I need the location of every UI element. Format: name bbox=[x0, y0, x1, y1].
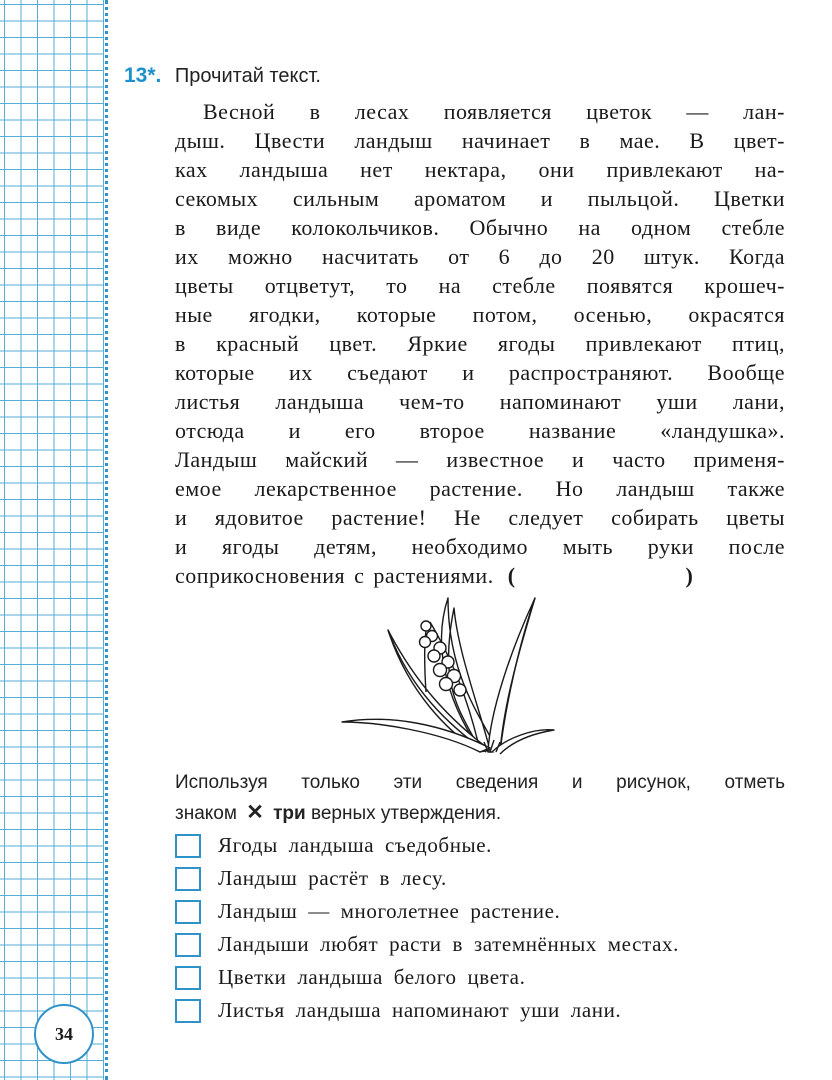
text-line: секомых сильным ароматом и пыльцой. Цветки bbox=[175, 186, 785, 211]
lily-of-the-valley-illustration bbox=[330, 592, 560, 762]
task-header bbox=[124, 62, 321, 88]
text-line: емое лекарственное растение. Но ландыш также bbox=[175, 476, 785, 501]
text-line: Ландыш майский — известное и часто применя- bbox=[175, 447, 785, 472]
text-line-last bbox=[175, 561, 785, 590]
option-label: Ягоды ландыша съедобные. bbox=[218, 833, 493, 857]
text-line: их можно насчитать от 6 до 20 штук. Когда bbox=[175, 244, 785, 269]
answer-options bbox=[175, 829, 795, 1027]
text-line: соприкосновения с растениями. bbox=[175, 563, 494, 588]
text-line: которые их съедают и распространяют. Вообще bbox=[175, 360, 785, 385]
question bbox=[175, 768, 785, 828]
option-checkbox[interactable] bbox=[175, 933, 201, 957]
option-label: Ландыш — многолетнее растение. bbox=[218, 899, 561, 923]
option-row bbox=[175, 961, 795, 994]
option-label: Ландыш растёт в лесу. bbox=[218, 866, 447, 890]
margin-divider bbox=[105, 0, 108, 1080]
grid-margin bbox=[0, 0, 104, 1080]
page-number: 34 bbox=[34, 1004, 94, 1064]
option-checkbox[interactable] bbox=[175, 867, 201, 891]
option-row bbox=[175, 829, 795, 862]
option-checkbox[interactable] bbox=[175, 999, 201, 1023]
text-line: Весной в лесах появляется цветок — лан- bbox=[203, 99, 785, 124]
text-line: дыш. Цвести ландыш начинает в мае. В цвет- bbox=[175, 128, 785, 153]
answer-paren-open: ( bbox=[507, 563, 516, 588]
option-label: Цветки ландыша белого цвета. bbox=[218, 965, 526, 989]
cross-mark-icon: ✕ bbox=[246, 801, 264, 824]
question-line-2 bbox=[175, 798, 785, 828]
option-label: Листья ландыша напоминают уши лани. bbox=[218, 998, 622, 1022]
text-line: отсюда и его второе название «ландушка». bbox=[175, 418, 785, 443]
reading-text bbox=[175, 97, 785, 590]
task-number: 13*. bbox=[124, 64, 162, 87]
option-label: Ландыши любят расти в затемнённых местах. bbox=[218, 932, 679, 956]
text-line: и ядовитое растение! Не следует собирать цветы bbox=[175, 505, 785, 530]
text-line: и ягоды детям, необходимо мыть руки после bbox=[175, 534, 785, 559]
option-row bbox=[175, 928, 795, 961]
option-row bbox=[175, 895, 795, 928]
option-row bbox=[175, 862, 795, 895]
question-suffix: верных утверждения. bbox=[310, 803, 502, 824]
text-line: листья ландыша чем-то напоминают уши лани, bbox=[175, 389, 785, 414]
question-line-1: Используя только эти сведения и рисунок, отметь bbox=[175, 772, 785, 793]
option-checkbox[interactable] bbox=[175, 966, 201, 990]
task-instruction: Прочитай текст. bbox=[174, 65, 321, 87]
option-checkbox[interactable] bbox=[175, 834, 201, 858]
text-line: в виде колокольчиков. Обычно на одном стебле bbox=[175, 215, 785, 240]
text-line: цветы отцветут, то на стебле появятся крошеч- bbox=[175, 273, 785, 298]
answer-paren-close: ) bbox=[685, 563, 694, 588]
question-bold-word: три bbox=[273, 803, 306, 824]
option-row bbox=[175, 994, 795, 1027]
question-prefix: знаком bbox=[175, 803, 237, 824]
option-checkbox[interactable] bbox=[175, 900, 201, 924]
text-line: ные ягодки, которые потом, осенью, окрасятся bbox=[175, 302, 785, 327]
text-line: ках ландыша нет нектара, они привлекают на- bbox=[175, 157, 785, 182]
text-line: в красный цвет. Яркие ягоды привлекают птиц, bbox=[175, 331, 785, 356]
